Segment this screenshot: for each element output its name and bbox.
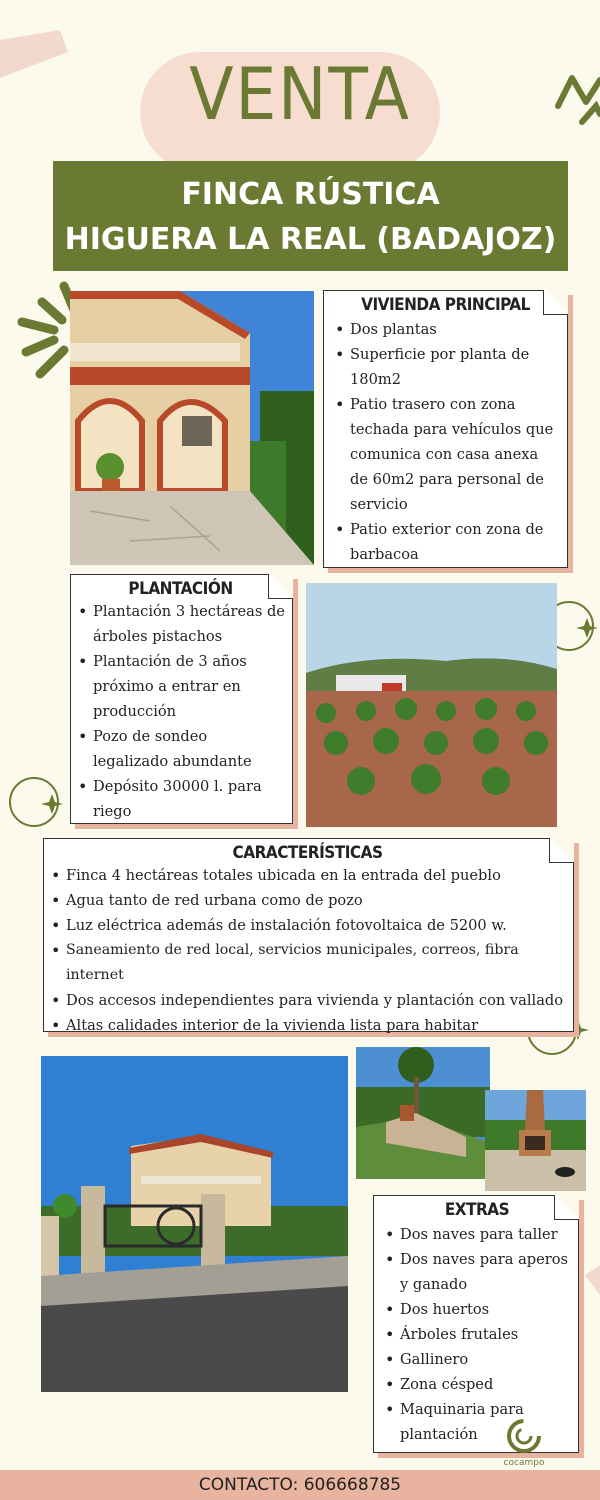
garden-photo bbox=[356, 1047, 490, 1179]
extras-card bbox=[373, 1195, 579, 1453]
list-item: • Altas calidades interior de la vivienda lista para habitar bbox=[48, 1013, 567, 1038]
vivienda-card bbox=[323, 290, 568, 568]
list-item: • Agua tanto de red urbana como de pozo bbox=[48, 888, 567, 913]
list-item: • Finca 4 hectáreas totales ubicada en la entrada del pueblo bbox=[48, 863, 567, 888]
exterior-photo bbox=[41, 1056, 348, 1392]
list-item: • Patio trasero con zona techada para vehículos que comunica con casa anexa de 60m2 para personal de servicio bbox=[332, 392, 559, 517]
list-item: • Plantación 3 hectáreas de árboles pistachos bbox=[75, 599, 286, 649]
sparkle-circle-icon bbox=[4, 772, 70, 832]
caracteristicas-card bbox=[43, 838, 574, 1032]
caracteristicas-title: CARACTERÍSTICAS bbox=[232, 843, 383, 863]
extras-title: EXTRAS bbox=[444, 1200, 510, 1220]
plantation-photo bbox=[306, 583, 557, 827]
logo-text: cocampo bbox=[503, 1458, 545, 1468]
list-item: • Gallinero bbox=[382, 1347, 572, 1372]
list-item: • Superficie por planta de 180m2 bbox=[332, 342, 559, 392]
corner-decoration bbox=[585, 1265, 600, 1305]
banner-line-2: HIGUERA LA REAL (BADAJOZ) bbox=[64, 222, 557, 257]
list-item: • Dos plantas bbox=[332, 317, 559, 342]
plantacion-card bbox=[70, 574, 293, 824]
list-item: • Plantación de 3 años próximo a entrar en producción bbox=[75, 649, 286, 724]
list-item: • Dos naves para aperos y ganado bbox=[382, 1247, 572, 1297]
list-item: • Depósito 30000 l. para riego bbox=[75, 774, 286, 824]
page-title: VENTA bbox=[189, 52, 411, 136]
list-item: • Dos huertos bbox=[382, 1297, 572, 1322]
list-item: • Árboles frutales bbox=[382, 1322, 572, 1347]
list-item: • Pozo de sondeo legalizado abundante bbox=[75, 724, 286, 774]
banner-line-1: FINCA RÚSTICA bbox=[181, 177, 440, 212]
barbecue-photo bbox=[485, 1090, 586, 1191]
list-item: • Patio exterior con zona de barbacoa bbox=[332, 517, 559, 567]
list-item: • Zona césped bbox=[382, 1372, 572, 1397]
vivienda-title: VIVIENDA PRINCIPAL bbox=[361, 295, 530, 315]
property-banner bbox=[53, 161, 568, 271]
list-item: • Saneamiento de red local, servicios municipales, correos, fibra internet bbox=[48, 938, 567, 988]
list-item: • Maquinaria para plantación bbox=[382, 1397, 572, 1447]
logo-icon bbox=[504, 1418, 544, 1454]
contact-bar: CONTACTO: 606668785 bbox=[0, 1470, 600, 1500]
list-item: • Luz eléctrica además de instalación fotovoltaica de 5200 w. bbox=[48, 913, 567, 938]
house-photo bbox=[70, 291, 314, 565]
plantacion-title: PLANTACIÓN bbox=[128, 579, 233, 599]
list-item: • Dos naves para taller bbox=[382, 1222, 572, 1247]
cocampo-logo bbox=[500, 1418, 548, 1470]
list-item: • Dos accesos independientes para vivienda y plantación con vallado bbox=[48, 988, 567, 1013]
